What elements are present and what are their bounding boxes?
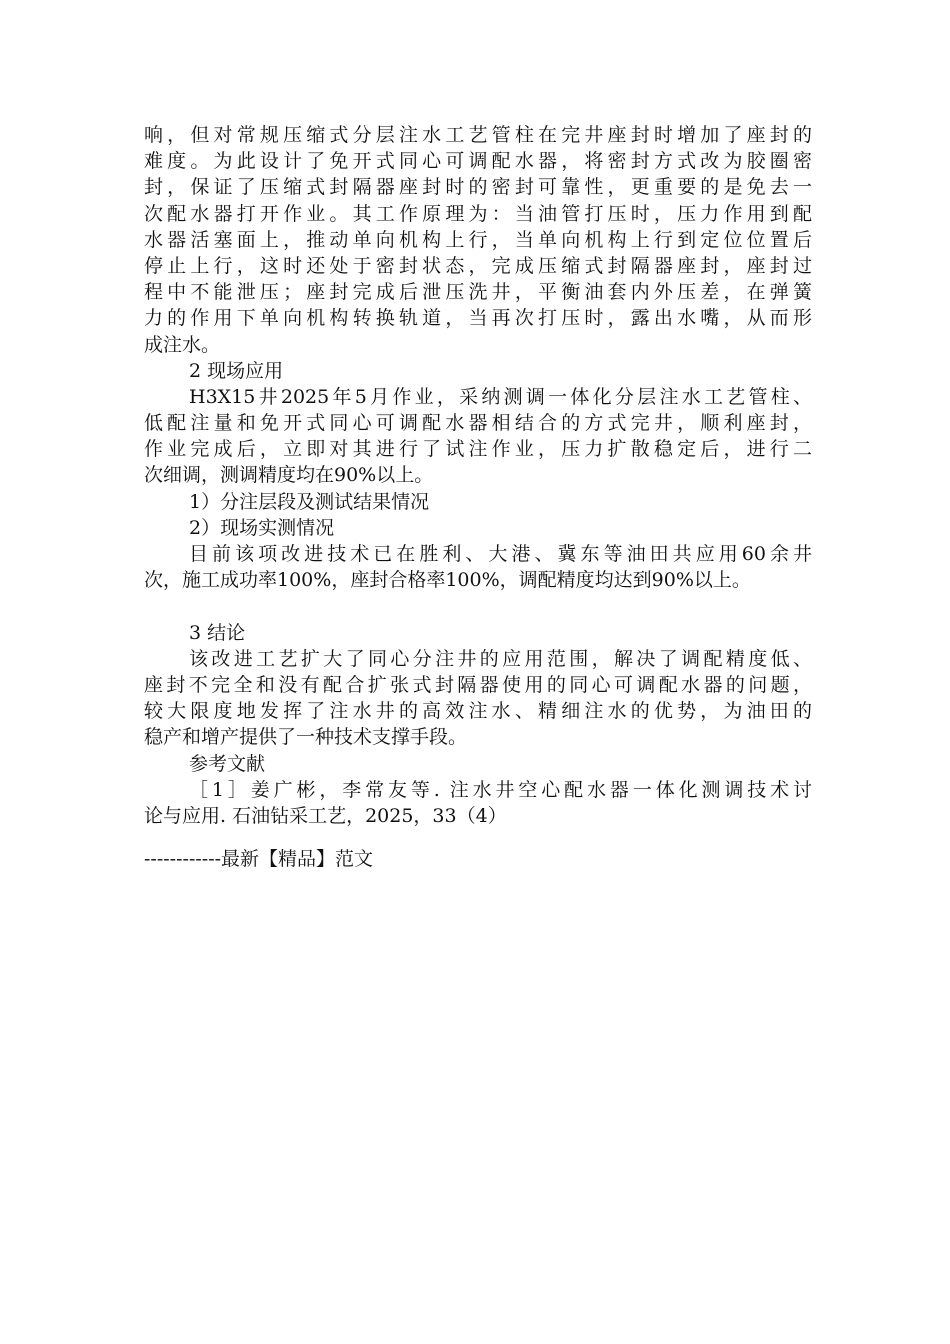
paragraph-working-principle <box>144 122 812 358</box>
text-line: 座封不完全和没有配合扩张式封隔器使用的同心可调配水器的问题， <box>144 673 812 696</box>
text-line: 响，但对常规压缩式分层注水工艺管柱在完井座封时增加了座封的 <box>144 124 812 146</box>
reference-item-1 <box>144 777 812 829</box>
text-line: 该改进工艺扩大了同心分注井的应用范围，解决了调配精度低、 <box>189 647 812 670</box>
paragraph-application-stats <box>144 541 812 593</box>
text-line: 封，保证了压缩式封隔器座封时的密封可靠性，更重要的是免去一 <box>144 176 812 199</box>
document-body <box>144 122 812 829</box>
text-line: 稳产和增产提供了一种技术支撑手段。 <box>144 726 468 749</box>
list-item-field-measurement: 2）现场实测情况 <box>189 516 335 539</box>
text-line: 成注水。 <box>144 333 221 356</box>
section-heading-conclusion: 3 结论 <box>189 621 246 644</box>
text-line: ［1］姜广彬，李常友等. 注水井空心配水器一体化测调技术讨 <box>189 778 812 801</box>
blank-line <box>144 593 812 619</box>
text-line: 目前该项改进技术已在胜利、大港、冀东等油田共应用60余井 <box>189 543 812 565</box>
text-line: 程中不能泄压；座封完成后泄压洗井，平衡油套内外压差，在弹簧 <box>144 281 812 304</box>
text-line: 力的作用下单向机构转换轨道，当再次打压时，露出水嘴，从而形 <box>144 307 812 330</box>
footer-tagline: ------------最新【精品】范文 <box>144 848 374 870</box>
section-heading-field-application: 2 现场应用 <box>189 359 284 382</box>
paragraph-conclusion <box>144 646 812 751</box>
text-line: 次，施工成功率100%，座封合格率100%，调配精度均达到90%以上。 <box>144 569 751 592</box>
text-line: 论与应用. 石油钻采工艺，2025，33（4） <box>144 804 507 827</box>
text-line: 停止上行，这时还处于密封状态，完成压缩式封隔器座封，座封过 <box>144 254 812 277</box>
text-line: 水器活塞面上，推动单向机构上行，当单向机构上行到定位位置后 <box>144 228 812 251</box>
paragraph-field-application <box>144 384 812 489</box>
list-item-test-results: 1）分注层段及测试结果情况 <box>189 490 430 513</box>
text-line: 低配注量和免开式同心可调配水器相结合的方式完井，顺利座封， <box>144 412 812 435</box>
text-line: 较大限度地发挥了注水井的高效注水、精细注水的优势，为油田的 <box>144 700 812 723</box>
references-heading: 参考文献 <box>189 752 266 775</box>
text-line: 次配水器打开作业。其工作原理为：当油管打压时，压力作用到配 <box>144 202 812 225</box>
text-line: 作业完成后，立即对其进行了试注作业，压力扩散稳定后，进行二 <box>144 438 812 461</box>
text-line: H3X15井2025年5月作业，采纳测调一体化分层注水工艺管柱、 <box>189 385 812 408</box>
text-line: 难度。为此设计了免开式同心可调配水器，将密封方式改为胶圈密 <box>144 150 812 173</box>
text-line: 次细调，测调精度均在90%以上。 <box>144 464 434 487</box>
